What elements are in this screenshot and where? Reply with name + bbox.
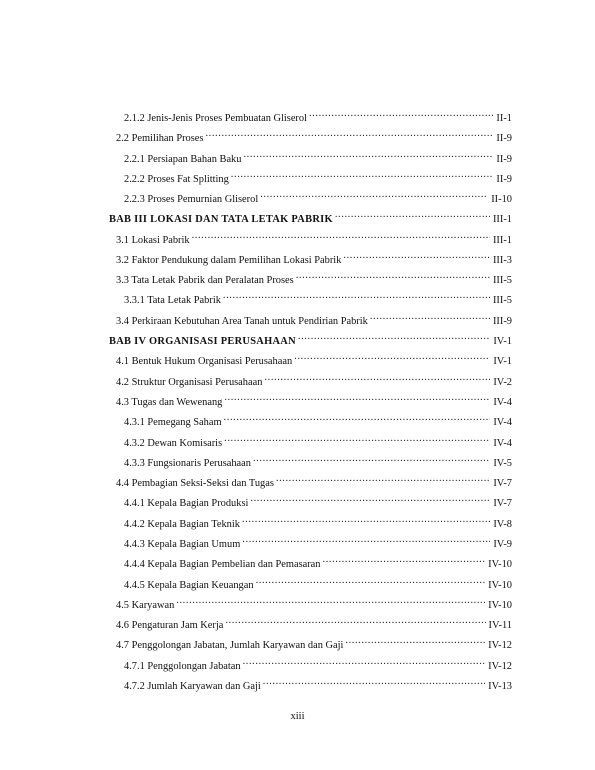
toc-entry-3-3-1	[124, 290, 512, 307]
dot-leader	[345, 635, 485, 648]
toc-entry-page: IV-8	[493, 519, 512, 530]
toc-entry-4-4-1	[124, 493, 512, 510]
toc-entry-4-4-3	[124, 534, 512, 551]
toc-entry-title: 3.3 Tata Letak Pabrik dan Peralatan Proses	[116, 275, 294, 286]
toc-entry-2-2-1	[124, 149, 512, 166]
toc-entry-4-5	[116, 595, 512, 612]
toc-entry-page: IV-12	[488, 640, 512, 651]
toc-entry-title: 4.3.2 Dewan Komisaris	[124, 438, 223, 449]
toc-entry-page: IV-2	[493, 377, 512, 388]
dot-leader	[263, 676, 485, 689]
toc-entry-title: 4.4.3 Kepala Bagian Umum	[124, 539, 241, 550]
toc-entry-title: 3.3.1 Tata Letak Pabrik	[124, 295, 221, 306]
toc-entry-page: IV-7	[493, 498, 512, 509]
toc-entry-title: 4.4.1 Kepala Bagian Produksi	[124, 498, 249, 509]
toc-entry-title: 4.6 Pengaturan Jam Kerja	[116, 620, 224, 631]
dot-leader	[276, 473, 490, 486]
toc-entry-4-7	[116, 635, 512, 652]
toc-entry-title: 3.1 Lokasi Pabrik	[116, 235, 190, 246]
toc-entry-3-3	[116, 270, 512, 287]
toc-entry-title: 4.1 Bentuk Hukum Organisasi Perusahaan	[116, 356, 293, 367]
toc-chapter-title: BAB IV ORGANISASI PERUSAHAAN	[109, 336, 296, 347]
toc-entry-4-1	[116, 351, 512, 368]
toc-entry-title: 4.7 Penggolongan Jabatan, Jumlah Karyawan dan Gaji	[116, 640, 344, 651]
dot-leader	[294, 351, 490, 364]
toc-entry-title: 2.1.2 Jenis-Jenis Proses Pembuatan Gliserol	[124, 113, 307, 124]
toc-chapter-bab-iv	[109, 331, 512, 348]
toc-entry-title: 4.4.2 Kepala Bagian Teknik	[124, 519, 240, 530]
toc-entry-3-1	[116, 230, 512, 247]
toc-entry-title: 4.3.1 Pemegang Saham	[124, 417, 222, 428]
dot-leader	[370, 311, 490, 324]
toc-entry-title: 2.2.3 Proses Pemurnian Gliserol	[124, 194, 259, 205]
toc-entry-title: 2.2.2 Proses Fat Splitting	[124, 174, 229, 185]
dot-leader	[335, 209, 490, 222]
toc-entry-page: IV-1	[493, 336, 512, 347]
toc-entry-page: IV-10	[488, 559, 512, 570]
dot-leader	[242, 514, 490, 527]
toc-entry-title: 4.3.3 Fungsionaris Perusahaan	[124, 458, 251, 469]
toc-entry-title: 4.7.1 Penggolongan Jabatan	[124, 661, 241, 672]
toc-entry-4-4-4	[124, 554, 512, 571]
toc-entry-title: 2.2.1 Persiapan Bahan Baku	[124, 154, 242, 165]
toc-entry-page: IV-12	[488, 661, 512, 672]
toc-entry-3-2	[116, 250, 512, 267]
toc-entry-title: 4.5 Karyawan	[116, 600, 175, 611]
toc-entry-page: IV-11	[488, 620, 512, 631]
dot-leader	[205, 128, 493, 141]
toc-entry-page: III-1	[492, 214, 512, 225]
toc-entry-title: 3.2 Faktor Pendukung dalam Pemilihan Lokasi Pabrik	[116, 255, 342, 266]
toc-entry-page: IV-4	[493, 397, 512, 408]
toc-entry-page: III-5	[492, 295, 512, 306]
toc-entry-title: 2.2 Pemilihan Proses	[116, 133, 204, 144]
toc-entry-page: IV-4	[493, 417, 512, 428]
toc-entry-2-2	[116, 128, 512, 145]
toc-entry-title: 4.2 Struktur Organisasi Perusahaan	[116, 377, 263, 388]
toc-entry-4-6	[116, 615, 512, 632]
toc-chapter-bab-iii	[109, 209, 512, 226]
dot-leader	[323, 554, 486, 567]
toc-chapter-title: BAB III LOKASI DAN TATA LETAK PABRIK	[109, 214, 333, 225]
dot-leader	[296, 270, 490, 283]
dot-leader	[343, 250, 490, 263]
toc-entry-page: III-1	[492, 235, 512, 246]
dot-leader	[224, 412, 491, 425]
toc-entry-4-7-2	[124, 676, 512, 693]
toc-entry-2-2-2	[124, 169, 512, 186]
toc-entry-4-3-1	[124, 412, 512, 429]
toc-entry-page: III-9	[492, 316, 512, 327]
toc-entry-title: 4.4.5 Kepala Bagian Keuangan	[124, 580, 254, 591]
toc-entry-4-4	[116, 473, 512, 490]
toc-entry-page: IV-9	[493, 539, 512, 550]
dot-leader	[256, 575, 486, 588]
page-number: xiii	[290, 711, 305, 722]
toc-entry-4-2	[116, 372, 512, 389]
dot-leader	[250, 493, 490, 506]
dot-leader	[309, 108, 493, 121]
toc-entry-2-1-2	[124, 108, 512, 125]
toc-entry-page: IV-1	[493, 356, 512, 367]
toc-entry-page: IV-5	[493, 458, 512, 469]
dot-leader	[176, 595, 485, 608]
dot-leader	[192, 230, 490, 243]
toc-entry-page: II-9	[496, 174, 512, 185]
toc-entry-title: 4.4 Pembagian Seksi-Seksi dan Tugas	[116, 478, 274, 489]
dot-leader	[225, 615, 485, 628]
toc-entry-page: II-9	[496, 154, 512, 165]
toc-entry-4-3-2	[124, 433, 512, 450]
toc-entry-title: 3.4 Perkiraan Kebutuhan Area Tanah untuk Pendirian Pabrik	[116, 316, 368, 327]
dot-leader	[223, 290, 490, 303]
toc-entry-2-2-3	[124, 189, 512, 206]
dot-leader	[242, 534, 490, 547]
dot-leader	[224, 392, 490, 405]
toc-entry-page: III-5	[492, 275, 512, 286]
dot-leader	[231, 169, 494, 182]
toc-entry-page: III-3	[492, 255, 512, 266]
toc-entry-page: IV-10	[488, 580, 512, 591]
toc-entry-page: II-1	[496, 113, 512, 124]
dot-leader	[243, 149, 493, 162]
toc-entry-title: 4.4.4 Kepala Bagian Pembelian dan Pemasaran	[124, 559, 321, 570]
dot-leader	[260, 189, 488, 202]
toc-entry-3-4	[116, 311, 512, 328]
toc-entry-page: IV-13	[488, 681, 512, 692]
toc-entry-4-7-1	[124, 656, 512, 673]
toc-entry-4-3-3	[124, 453, 512, 470]
toc-entry-page: II-9	[496, 133, 512, 144]
toc-entry-4-4-5	[124, 575, 512, 592]
toc-entry-title: 4.7.2 Jumlah Karyawan dan Gaji	[124, 681, 261, 692]
toc-entry-page: II-10	[491, 194, 512, 205]
dot-leader	[264, 372, 490, 385]
toc-entry-page: IV-4	[493, 438, 512, 449]
dot-leader	[253, 453, 490, 466]
dot-leader	[224, 433, 490, 446]
dot-leader	[243, 656, 486, 669]
toc-entry-page: IV-10	[488, 600, 512, 611]
toc-entry-page: IV-7	[493, 478, 512, 489]
toc-entry-4-3	[116, 392, 512, 409]
toc-entry-title: 4.3 Tugas dan Wewenang	[116, 397, 223, 408]
dot-leader	[298, 331, 490, 344]
toc-entry-4-4-2	[124, 514, 512, 531]
